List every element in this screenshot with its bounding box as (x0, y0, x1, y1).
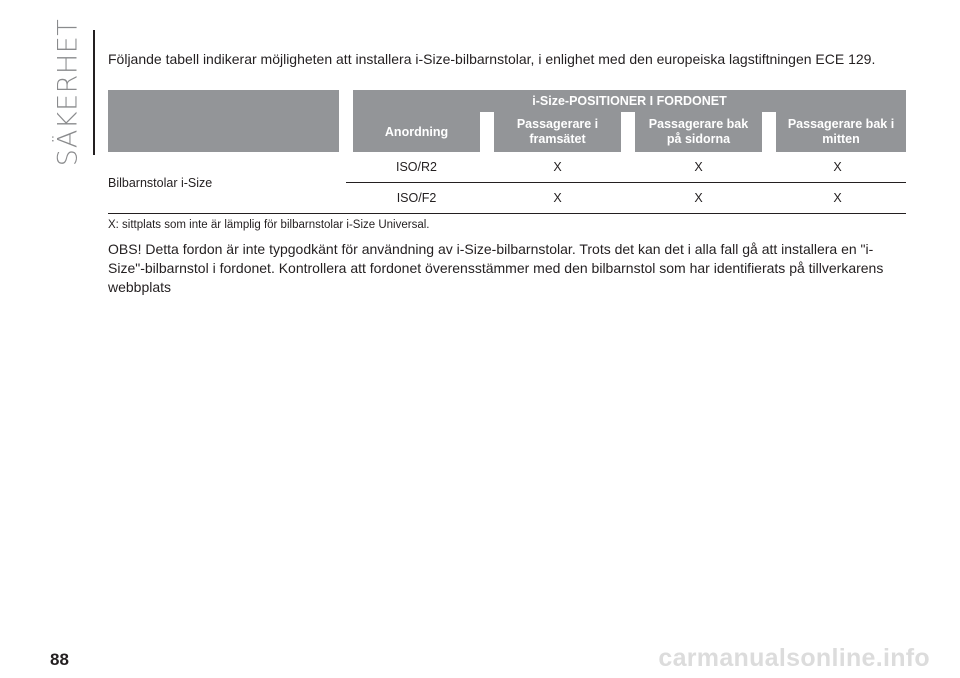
site-watermark: carmanualsonline.info (658, 644, 930, 672)
value-cell: X (628, 152, 769, 183)
device-cell: ISO/F2 (346, 183, 487, 214)
section-rule (93, 30, 95, 155)
column-header-device: Anordning (346, 112, 487, 152)
value-cell: X (487, 183, 628, 214)
value-cell: X (769, 152, 906, 183)
table-row (108, 152, 906, 183)
table-corner-header (108, 90, 346, 152)
page-number: 88 (50, 650, 69, 669)
intro-paragraph: Följande tabell indikerar möjligheten att installera i-Size-bilbarnstolar, i enlighet med den europeiska lagstiftningen ECE 129. (108, 51, 876, 67)
isize-positions-table (108, 90, 906, 214)
table-footnote: X: sittplats som inte är lämplig för bilbarnstolar i-Size Universal. (108, 219, 430, 231)
device-cell: ISO/R2 (346, 152, 487, 183)
column-header-rear-outer: Passagerare bak på sidorna (628, 112, 769, 152)
row-label: Bilbarnstolar i-Size (108, 152, 346, 214)
section-side-title (52, 18, 84, 167)
column-header-rear-center: Passagerare bak i mitten (769, 112, 906, 152)
value-cell: X (487, 152, 628, 183)
value-cell: X (769, 183, 906, 214)
column-header-front-passenger: Passagerare i framsätet (487, 112, 628, 152)
note-paragraph: OBS! Detta fordon är inte typgodkänt för användning av i-Size-bilbarnstolar. Trots det kan det i alla fall gå att installera en "i-Size"-bilbarnstol i fordonet. Kontrollera att fordonet överensstämmer med den bilbarnstol som har identifierats på tillverkarens webbplats (108, 241, 884, 295)
table-group-header: i-Size-POSITIONER I FORDONET (346, 90, 906, 112)
value-cell: X (628, 183, 769, 214)
section-title-text: SÄKERHET (52, 18, 84, 167)
